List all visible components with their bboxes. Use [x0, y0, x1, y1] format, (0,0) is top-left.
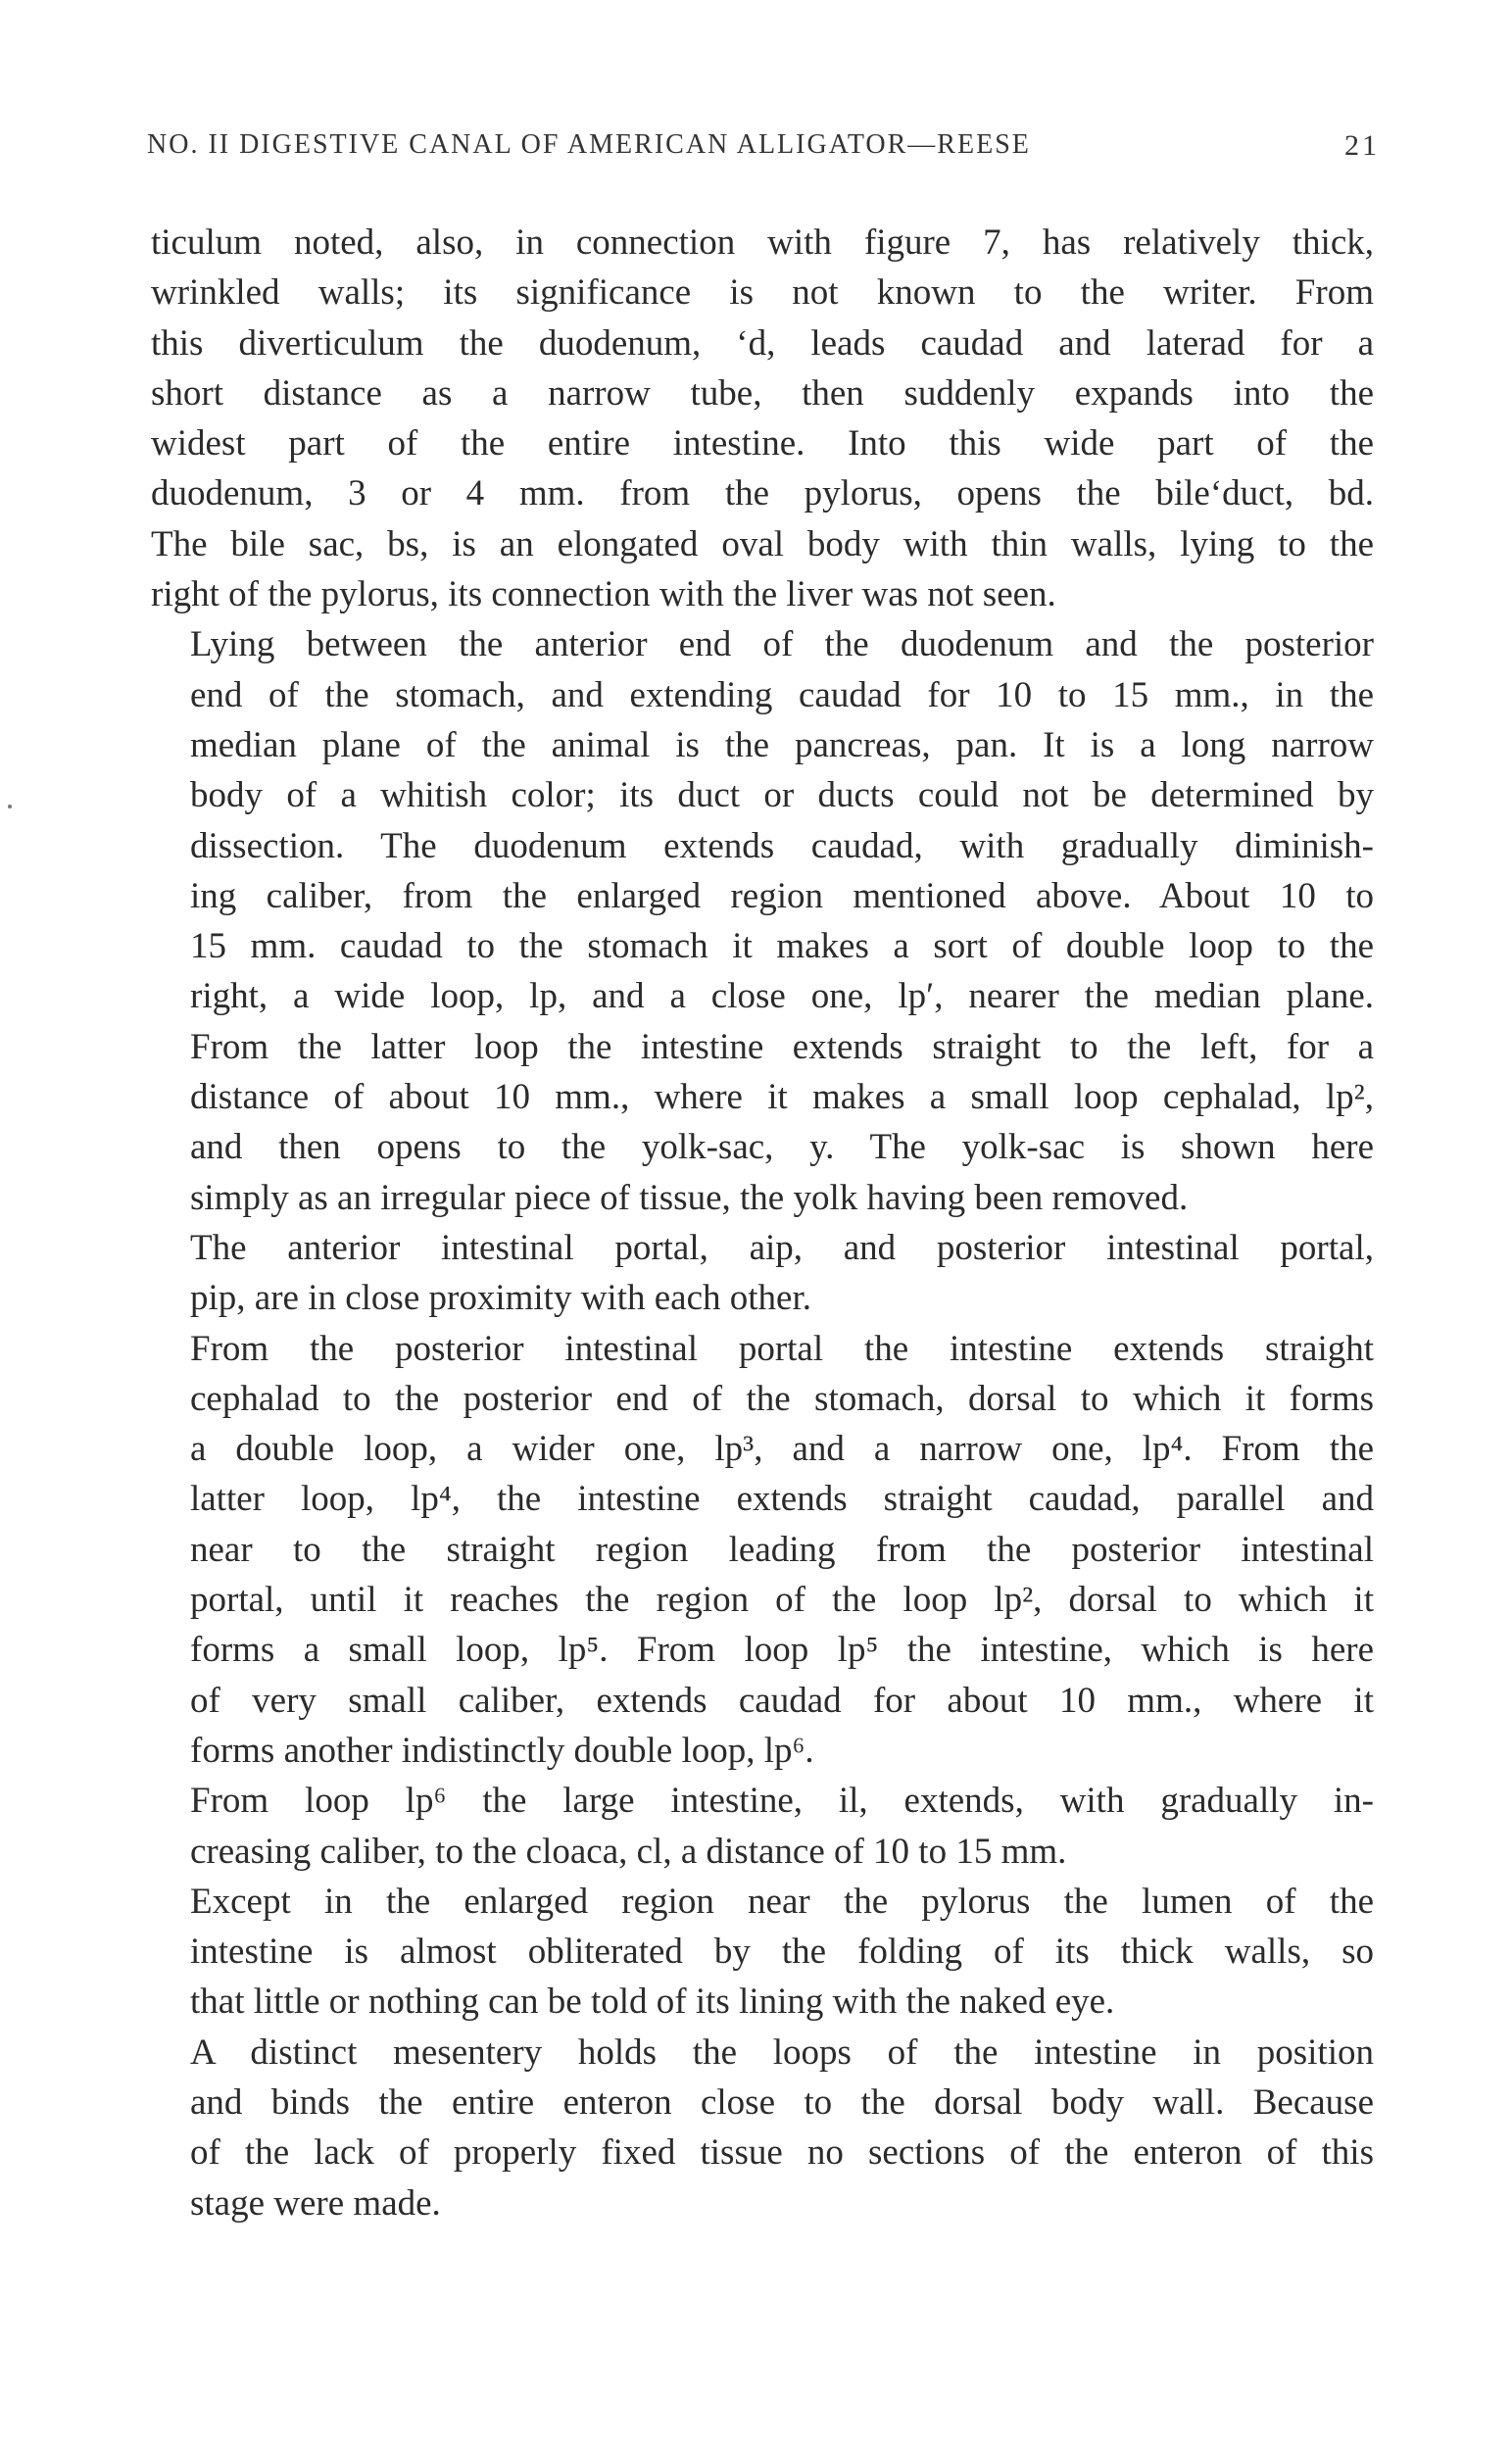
text-line-8: right of the pylorus, its connection with the liver was not seen. [151, 574, 1056, 615]
text-line-11: median plane of the animal is the pancreas, pan. It is a long narrow [190, 724, 1374, 765]
body-text [151, 218, 1374, 2228]
text-line-30: of very small caliber, extends caudad for about 10 mm., where it [190, 1680, 1374, 1721]
text-line-2: wrinkled walls; its significance is not known to the writer. From [151, 272, 1374, 314]
running-head-title: NO. II DIGESTIVE CANAL OF AMERICAN ALLIGATOR—REESE [147, 129, 1031, 160]
text-line-12: body of a whitish color; its duct or ducts could not be determined by [190, 775, 1374, 816]
text-line-7: The bile sac, bs, is an elongated oval body with thin walls, lying to the [151, 523, 1374, 564]
paragraph-1 [151, 218, 1374, 619]
text-line-34: Except in the enlarged region near the pylorus the lumen of the [190, 1881, 1374, 1922]
text-line-40: stage were made. [190, 2182, 441, 2224]
text-line-9: Lying between the anterior end of the duodenum and the posterior [190, 624, 1374, 665]
margin-speck [8, 805, 12, 808]
text-line-36: that little or nothing can be told of its lining with the naked eye. [190, 1982, 1115, 2023]
text-line-5: widest part of the entire intestine. Into this wide part of the [151, 423, 1374, 465]
paragraph-6 [151, 1877, 1374, 2028]
text-line-31: forms another indistinctly double loop, lp⁶. [190, 1730, 814, 1771]
text-line-6: duodenum, 3 or 4 mm. from the pylorus, opens the bile‘duct, bd. [151, 473, 1374, 514]
paragraph-3 [151, 1223, 1374, 1324]
text-line-27: near to the straight region leading from the posterior intestinal [190, 1529, 1374, 1570]
text-line-32: From loop lp⁶ the large intestine, il, extends, with gradually in- [190, 1781, 1374, 1822]
text-line-18: distance of about 10 mm., where it makes a small loop cephalad, lp², [190, 1077, 1374, 1118]
text-line-1: ticulum noted, also, in connection with figure 7, has relatively thick, [151, 222, 1374, 263]
text-line-38: and binds the entire enteron close to the dorsal body wall. Because [190, 2081, 1374, 2123]
text-line-17: From the latter loop the intestine extends straight to the left, for a [190, 1026, 1374, 1067]
text-line-20: simply as an irregular piece of tissue, the yolk having been removed. [190, 1177, 1189, 1218]
paragraph-7 [151, 2028, 1374, 2228]
running-head [147, 129, 1380, 169]
text-line-24: cephalad to the posterior end of the stomach, dorsal to which it forms [190, 1378, 1374, 1419]
text-line-10: end of the stomach, and extending caudad for 10 to 15 mm., in the [190, 674, 1374, 715]
text-line-22: pip, are in close proximity with each other. [190, 1278, 811, 1319]
text-line-29: forms a small loop, lp⁵. From loop lp⁵ the intestine, which is here [190, 1630, 1374, 1671]
text-line-25: a double loop, a wider one, lp³, and a narrow one, lp⁴. From the [190, 1429, 1374, 1470]
paragraph-4 [151, 1324, 1374, 1777]
text-line-35: intestine is almost obliterated by the folding of its thick walls, so [190, 1932, 1374, 1973]
page-number: 21 [1344, 129, 1380, 162]
text-line-21: The anterior intestinal portal, aip, and posterior intestinal portal, [190, 1227, 1374, 1268]
text-line-37: A distinct mesentery holds the loops of the intestine in position [190, 2031, 1374, 2073]
text-line-4: short distance as a narrow tube, then suddenly expands into the [151, 372, 1374, 414]
text-line-28: portal, until it reaches the region of the loop lp², dorsal to which it [190, 1580, 1374, 1621]
text-line-19: and then opens to the yolk-sac, y. The yolk-sac is shown here [190, 1127, 1374, 1168]
text-line-16: right, a wide loop, lp, and a close one, lp′, nearer the median plane. [190, 976, 1374, 1017]
text-line-23: From the posterior intestinal portal the intestine extends straight [190, 1328, 1374, 1369]
paragraph-5 [151, 1776, 1374, 1877]
text-line-26: latter loop, lp⁴, the intestine extends straight caudad, parallel and [190, 1479, 1374, 1520]
text-line-39: of the lack of properly fixed tissue no sections of the enteron of this [190, 2132, 1374, 2174]
paragraph-2 [151, 619, 1374, 1223]
text-line-14: ing caliber, from the enlarged region mentioned above. About 10 to [190, 875, 1374, 916]
text-line-33: creasing caliber, to the cloaca, cl, a distance of 10 to 15 mm. [190, 1831, 1067, 1872]
text-line-3: this diverticulum the duodenum, ‘d, leads caudad and laterad for a [151, 322, 1374, 364]
text-line-13: dissection. The duodenum extends caudad, with gradually diminish- [190, 825, 1374, 866]
text-line-15: 15 mm. caudad to the stomach it makes a sort of double loop to the [190, 926, 1374, 967]
